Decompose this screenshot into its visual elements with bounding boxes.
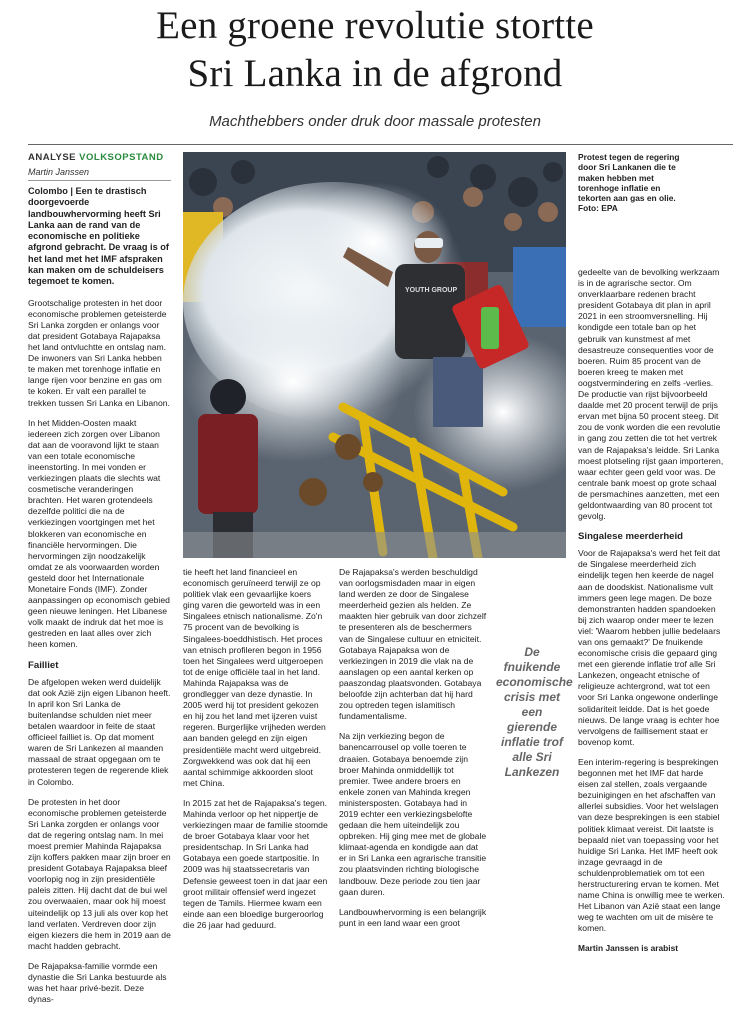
column-3 (339, 567, 487, 938)
kicker (28, 152, 164, 163)
paragraph: In 2015 zat het de Rajapaksa's tegen. Mahinda verloor op het nippertje de verkiezingen maar de familie stoomde de broer Gotabaya klaar voor het presidentschap. In Sri Lanka had Gotabaya een goede startpositie. In 2009 was hij staatssecretaris van Defensie geweest toen in dat jaar een groot militair offensief werd ingezet tegen de Tamils. Hiermee kwam een einde aan een bloedige burgeroorlog die 26 jaar had geduurd. (183, 797, 328, 930)
author-note: Martin Janssen is arabist (578, 943, 679, 954)
subheading-singalese-meerderheid: Singalese meerderheid (578, 531, 684, 543)
kicker-section: ANALYSE (28, 152, 77, 163)
column-2 (183, 567, 328, 940)
column-1 (28, 186, 171, 1014)
protest-photo (183, 152, 566, 558)
column-4 (578, 267, 725, 955)
pull-quote: De fnuikende economische crisis met een gierende inflatie trof alle Sri Lankezen (496, 645, 573, 779)
divider (28, 144, 733, 145)
paragraph: De Rajapaksa-familie vormde een dynastie die Sri Lanka bestuurde als was het haar privé-bezit. Deze dynas- (28, 960, 167, 1005)
kicker-topic: VOLKSOPSTAND (79, 152, 164, 163)
paragraph: Grootschalige protesten in het door economische problemen geteisterde Sri Lanka zorgden er onlangs voor dat president Gotabaya Rajapaksa het land ontvluchtte en ontslag nam. De inwoners van Sri Lanka hebben te maken met torenhoge inflatie en lange rijen voor benzine en gas om te koken. Er valt een parallel te trekken tussen Sri Lanka en Libanon. (28, 297, 170, 408)
byline-divider (28, 180, 171, 181)
paragraph: De Rajapaksa's werden beschuldigd van oorlogsmisdaden maar in eigen land werden ze door de Singalese meerderheid gezien als helden. Ze maakten hier gebruik van door zichzelf te presenteren als de beschermers van de Singalese cultuur en etniciteit. Gotabaya Rajapaksa won de verkiezingen in 2019 die vlak na de aanslagen op een aantal kerken op paaszondag plaatsvonden. Gotabaya beloofde zijn achterban dat hij hard zou optreden tegen islamitisch fundamentalisme. (339, 567, 487, 722)
paragraph: Na zijn verkiezing begon de banencarrousel op volle toeren te draaien. Gotabaya benoemde zijn broer Mahinda onmiddellijk tot premier. Twee andere broers en enkele zonen van Mahinda kregen ministersposten. Gotabaya had in 2019 echter een verkiezingsbelofte gedaan die hem uiteindelijk zou opbreken. Hij ging mee met de globale klimaat-agenda en kondigde aan dat er in Sri Lanka een agrarische transitie zou plaatsvinden richting biologische landbouw. Deze periode zou tien jaar gaan duren. (339, 731, 487, 897)
dateline: Colombo | (28, 186, 73, 196)
headline (0, 2, 750, 98)
lead-text: Een te drastisch doorgevoerde landbouwhervorming heeft Sri Lanka aan de rand van de economische en politieke afgrond gebracht. De vraag is of het land met het IMF afspraken kan maken om de schuldeisers tegemoet te komen. (28, 186, 169, 287)
subheadline: Machthebbers onder druk door massale protesten (209, 113, 541, 130)
byline: Martin Janssen (28, 167, 90, 177)
paragraph: Een interim-regering is besprekingen begonnen met het IMF dat harde eisen zal stellen, zoals vergaande bezuinigingen en het afschaffen van allerlei subsidies. Voor het welslagen van deze besprekingen is een stabiel politiek klimaat vereist. Dit laatste is bepaald niet van toepassing voor het huidige Sri Lanka. Het IMF heeft ook inzage gevraagd in de schuldenproblematiek om tot een herstructurering ervan te komen. Met name China is onwillig mee te werken. Het Libanon van Azië staat een lange weg te wachten om uit de misère te komen. (578, 756, 725, 934)
paragraph: gedeelte van de bevolking werkzaam is in de agrarische sector. Om onverklaarbare redenen bracht president Gotabaya dit plan in april 2021 in een stroomversnelling. Hij kondigde een totale ban op het gebruik van kunstmest af met desastreuze consequenties voor de boeren. Ruim 85 procent van de boeren kreeg te maken met oogstvermindering en zelfs -verlies. De productie van rijst bijvoorbeeld daalde met 20 procent terwijl de prijs ervan met bijna 50 procent steeg. Dit zou de vonk worden die een revolutie in gang zou zetten die tot het vertrek van de Rajapaksa's leidde. Sri Lanka moest plotseling rijst gaan importeren, waar echter geen geld voor was. De centrale bank moest op grote schaal de persmachines aanzetten, met een geldontwaarding van 80 procent tot gevolg. (578, 267, 724, 522)
headline-line-1: Een groene revolutie stortte (156, 4, 594, 47)
lead-paragraph (28, 186, 171, 288)
paragraph: Landbouwhervorming is een belangrijk punt in een land waar een groot (339, 906, 487, 928)
shirt-text: YOUTH GROUP (405, 287, 458, 294)
paragraph: tie heeft het land financieel en economisch geruïneerd terwijl ze op politiek vlak een gevaarlijke koers ging varen die geworteld was in een Singalees etnisch nationalisme. Zo'n 75 procent van de bevolking is Singalees-boeddhistisch. Het proces van etnisch profileren begon in 1956 toen het Singalees werd uitgeroepen tot de enige officiële taal in het land. Mahinda Rajapaksa was de grondlegger van deze dynastie. In 2005 werd hij tot president gekozen en hij zou het land met ijzeren vuist regeren. Burgerlijke vrijheden werden aan banden gelegd en zijn eigen presidentiële macht werd uitgebreid. Zorgwekkend was ook dat hij een aantal schimmige akkoorden sloot met China. (183, 567, 326, 788)
paragraph: De protesten in het door economische problemen geteisterde Sri Lanka zorgden er onlangs voor dat de regering ontslag nam. In mei moest premier Mahinda Rajapaksa zijn koffers pakken maar zijn broer en president Gotabaya Rajapaksa bleef voorlopig nog in zijn presidentiële paleis zitten. Hij dacht dat de bui wel zou overwaaien, maar ook hij moest uiteindelijk op 13 juli als over kop het land verlaten. Verdreven door zijn eigen kiezers die hem in 2019 aan de macht hadden gebracht. (28, 796, 171, 951)
subheading-failliet: Failliet (28, 659, 59, 671)
paragraph: Voor de Rajapaksa's werd het feit dat de Singalese meerderheid zich eindelijk tegen hen keerde de nagel aan de doodskist. Nationalisme vult immers geen lege magen. De boze demonstranten hadden spandoeken bij zich waarop onder meer te lezen viel: 'Waarom hebben jullie bedelaars van ons gemaakt?' De fnuikende economische crisis die gepaard ging met een gierende inflatie trof alle Sri Lankezen, ongeacht etnische of religieuze achtergrond, wat tot een voor Sri Lanka ongewone onderlinge solidariteit leidde. Dat is het goede nieuws. De lange vraag is echter hoe vervolgens de faillisement staat er bovenop komt. (578, 548, 721, 747)
photo-caption: Protest tegen de regering door Sri Lankanen die te maken hebben met torenhoge inflatie en tekorten aan gas en olie. Foto: EPA (578, 152, 680, 214)
paragraph: In het Midden-Oosten maakt iedereen zich zorgen over Libanon dat aan de vooravond lijkt te staan van een totale economische ineenstorting. In mei vonden er verkiezingen plaats die slechts wat cosmetische veranderingen brachten. Het waren grotendeels dezelfde politici die na de verkiezingen voortgingen met het blokkeren van economische en financiële hervormingen. Die hervormingen zijn noodzakelijk omdat ze als voorwaarden worden gesteld door het Internationale Monetaire Fonds (IMF). Zonder aanpassingen op economisch gebied geen nieuwe leningen. Het Libanese volk maakt de indruk dat het moe is gestreden en laat alles over zich heen komen. (28, 417, 170, 650)
paragraph: De afgelopen weken werd duidelijk dat ook Azië zijn eigen Libanon heeft. In april kon Sri Lanka de buitenlandse schulden niet meer betalen waardoor in feite de staat officieel failliet is. Op dat moment waren de Sri Lankezen al maanden massaal de straat opgegaan om te protesteren tegen de regerende kliek in Colombo. (28, 676, 171, 787)
headline-line-2: Sri Lanka in de afgrond (187, 52, 563, 95)
